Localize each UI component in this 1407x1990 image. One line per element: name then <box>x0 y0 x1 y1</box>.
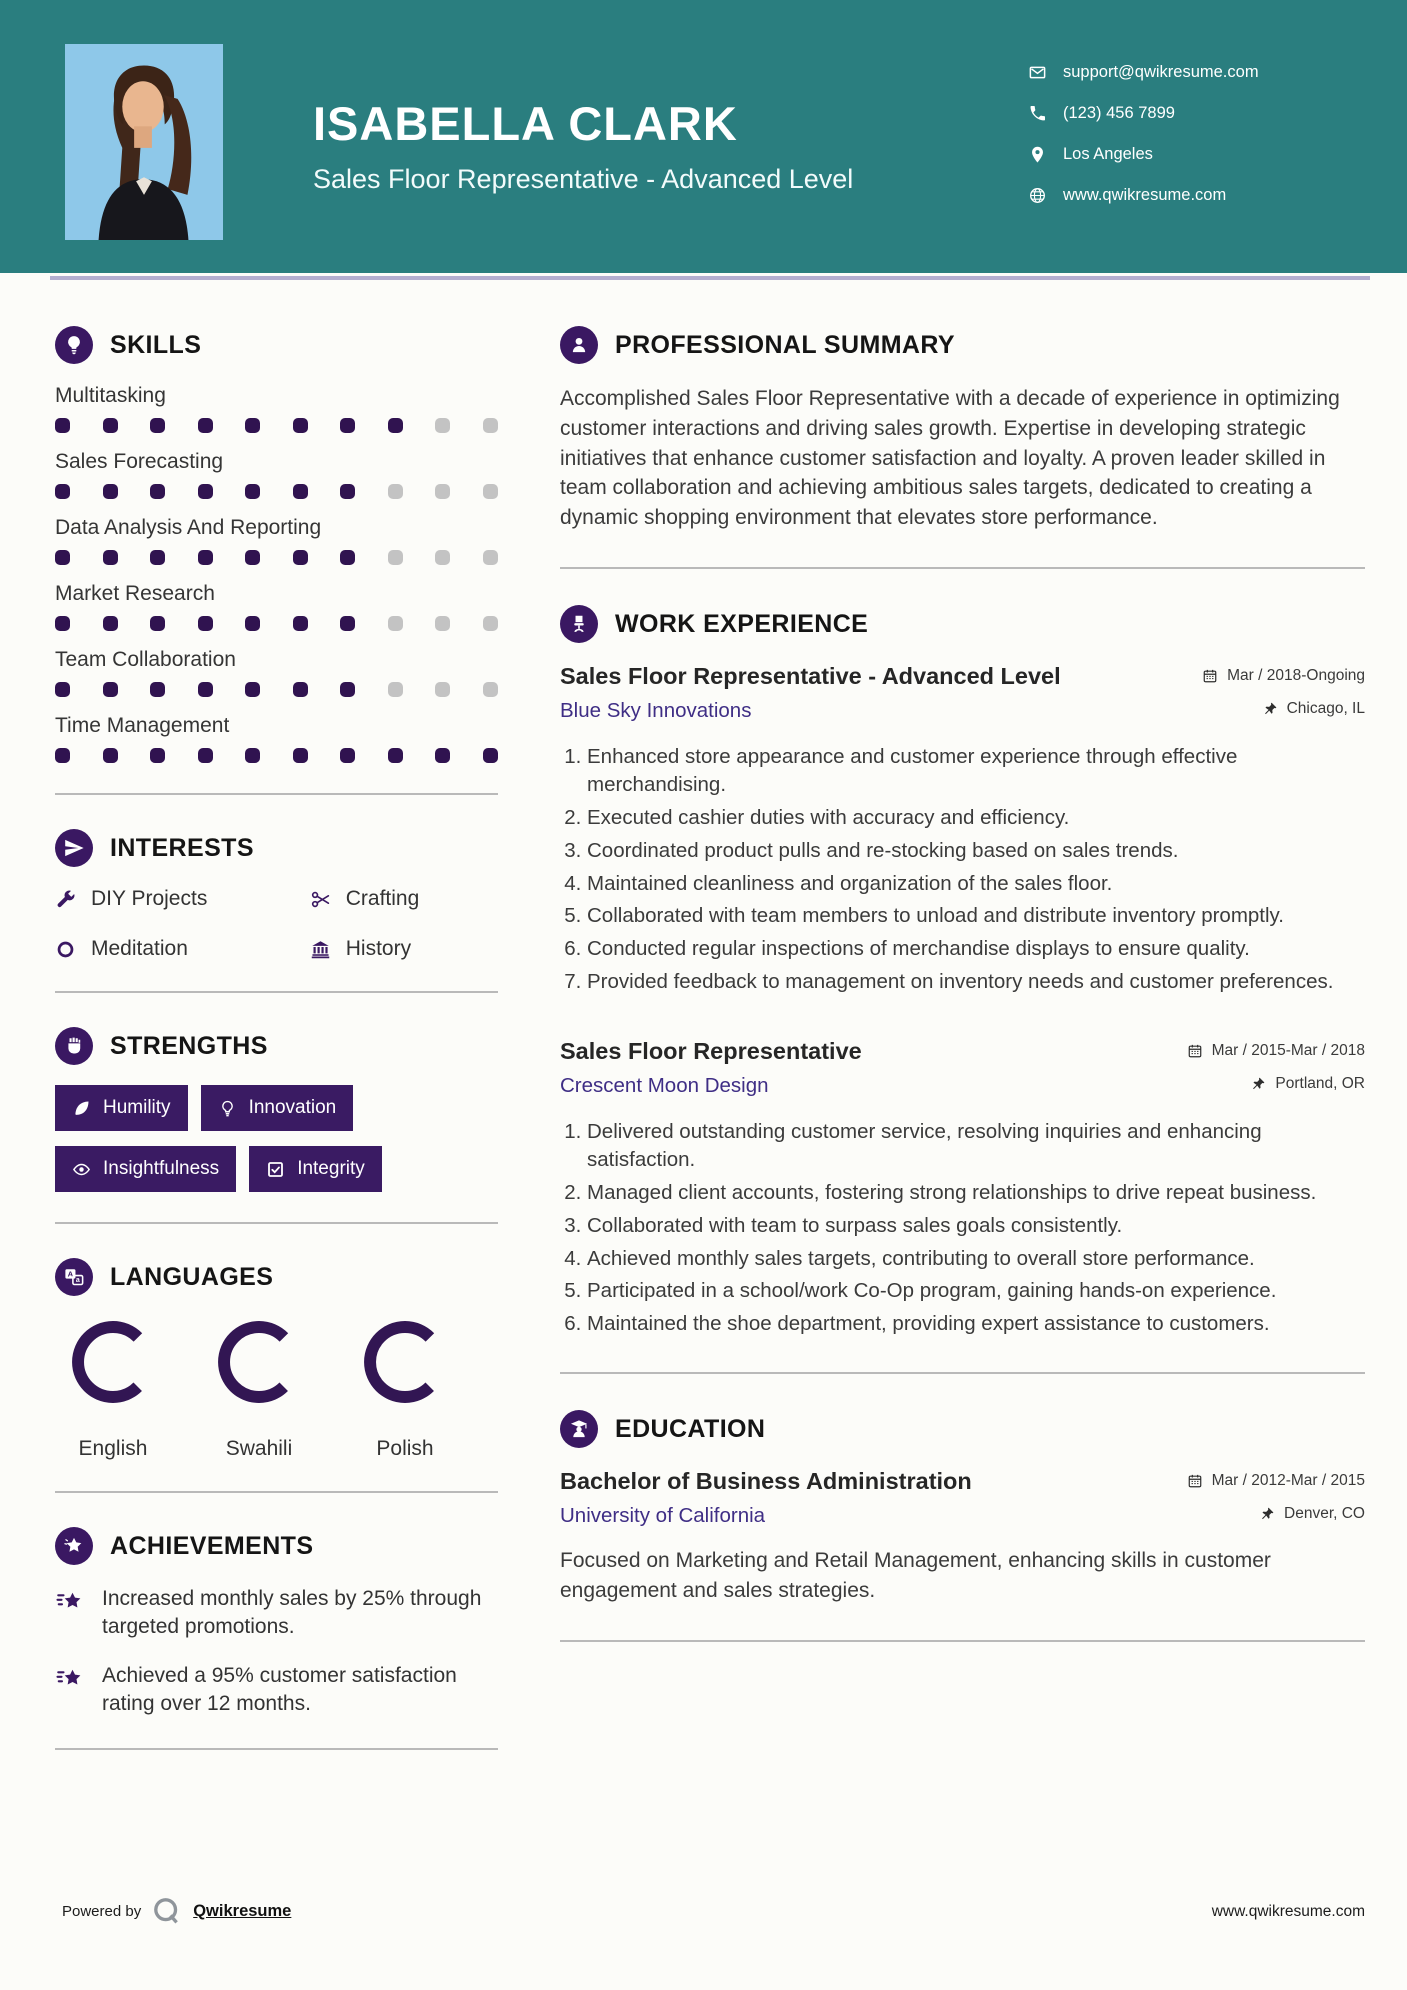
interests-heading: INTERESTS <box>110 833 254 862</box>
job-dates <box>1202 667 1365 685</box>
skill-dot-filled <box>103 484 118 499</box>
email-icon <box>1028 63 1047 82</box>
pushpin-icon <box>1262 701 1278 717</box>
skill-dot-filled <box>103 616 118 631</box>
skill-dot-filled <box>55 550 70 565</box>
skill-dot-filled <box>435 748 450 763</box>
wrench-icon <box>55 889 76 910</box>
skill-dot-filled <box>150 748 165 763</box>
translate-icon <box>55 1258 93 1296</box>
job-entry <box>560 663 1365 996</box>
skill-dot-filled <box>293 682 308 697</box>
interest-label: History <box>345 937 412 960</box>
skill-dot-filled <box>198 550 213 565</box>
job-bullet: 5. Participated in a school/work Co-Op program, gaining hands-on experience. <box>587 1277 1365 1305</box>
main-column <box>560 326 1365 1678</box>
skill-dot-empty <box>388 682 403 697</box>
svg-text:a: a <box>75 1277 80 1285</box>
skill-dot-filled <box>340 748 355 763</box>
check-square-icon <box>266 1160 285 1179</box>
pushpin-icon <box>1250 1076 1266 1092</box>
achievement-text: Increased monthly sales by 25% through targeted promotions. <box>102 1587 482 1639</box>
scissors-icon <box>310 889 331 910</box>
achievements-list <box>55 1585 498 1718</box>
job-dates-text: Mar / 2015-Mar / 2018 <box>1211 1042 1365 1060</box>
job-bullet: 1. Enhanced store appearance and customer experience through effective merchandising. <box>587 743 1365 799</box>
skills-header <box>55 326 498 364</box>
skill-dot-filled <box>245 484 260 499</box>
skill-dot-filled <box>340 616 355 631</box>
strength-label: Innovation <box>248 1097 337 1118</box>
skill-dot-filled <box>198 616 213 631</box>
header-divider <box>50 276 1370 280</box>
language-gauge <box>67 1316 159 1461</box>
powered-by-label: Powered by <box>62 1902 142 1920</box>
skill-dot-filled <box>55 616 70 631</box>
experience-header <box>560 605 1365 643</box>
star-badge-icon <box>55 1527 93 1565</box>
skill-label: Time Management <box>55 714 230 737</box>
graduate-icon <box>560 1410 598 1448</box>
svg-text:A: A <box>67 1269 74 1279</box>
strengths-heading: STRENGTHS <box>110 1031 268 1060</box>
skill-dot-empty <box>483 484 498 499</box>
contact-text[interactable]: www.qwikresume.com <box>1063 186 1227 204</box>
skill-dot-filled <box>150 682 165 697</box>
skill-dot-filled <box>198 418 213 433</box>
company-link[interactable]: Blue Sky Innovations <box>560 699 752 723</box>
contact-row <box>1028 175 1259 216</box>
skills-list <box>55 384 498 763</box>
contact-row <box>1028 93 1259 134</box>
skill-dot-filled <box>55 748 70 763</box>
summary-section <box>560 326 1365 533</box>
skill-dot-filled <box>483 748 498 763</box>
skill-dot-filled <box>198 484 213 499</box>
phone-icon <box>1028 104 1047 123</box>
languages-list <box>67 1316 498 1461</box>
sidebar-divider <box>55 793 498 795</box>
skill-label: Market Research <box>55 582 215 605</box>
job-bullet: 6. Maintained the shoe department, providing expert assistance to customers. <box>587 1310 1365 1338</box>
contact-text[interactable]: support@qwikresume.com <box>1063 63 1259 81</box>
job-dates <box>1187 1042 1365 1060</box>
skill-item <box>55 450 498 499</box>
contact-row <box>1028 134 1259 175</box>
summary-header <box>560 326 1365 364</box>
skill-dot-filled <box>340 418 355 433</box>
person-title: Sales Floor Representative - Advanced Level <box>313 164 854 194</box>
skill-dot-filled <box>340 550 355 565</box>
skills-section <box>55 326 498 763</box>
skill-dots <box>55 682 498 697</box>
strengths-list <box>55 1085 498 1192</box>
skill-item <box>55 582 498 631</box>
skill-dot-empty <box>435 682 450 697</box>
language-label: Swahili <box>225 1437 293 1460</box>
company-row <box>560 699 1365 723</box>
interest-item <box>310 887 498 911</box>
skill-dot-filled <box>55 418 70 433</box>
skill-dot-filled <box>198 682 213 697</box>
skill-dot-filled <box>150 550 165 565</box>
globe-icon <box>1028 186 1047 205</box>
job-location-text: Chicago, IL <box>1286 700 1365 718</box>
job-bullet: 2. Executed cashier duties with accuracy and efficiency. <box>587 804 1365 832</box>
job-entry <box>560 1038 1365 1338</box>
shooting-star-icon <box>55 1664 85 1694</box>
contact-text: (123) 456 7899 <box>1063 104 1175 122</box>
skill-dot-filled <box>245 748 260 763</box>
office-chair-icon <box>560 605 598 643</box>
interests-section <box>55 829 498 961</box>
achievements-section <box>55 1527 498 1718</box>
skill-dots <box>55 748 498 763</box>
pushpin-icon <box>1259 1506 1275 1522</box>
skill-dot-empty <box>483 550 498 565</box>
paper-plane-icon <box>55 829 93 867</box>
skill-label: Multitasking <box>55 384 166 407</box>
strength-badge <box>201 1085 354 1131</box>
strength-badge <box>249 1146 382 1192</box>
main-divider <box>560 567 1365 569</box>
job-bullet: 1. Delivered outstanding customer service, resolving inquiries and enhancing satisfaction. <box>587 1118 1365 1174</box>
skill-dot-filled <box>293 550 308 565</box>
skill-dot-filled <box>388 418 403 433</box>
eye-icon <box>72 1160 91 1179</box>
achievement-item <box>55 1585 498 1642</box>
skill-dot-filled <box>340 682 355 697</box>
skill-dot-empty <box>388 616 403 631</box>
strength-badge <box>55 1146 236 1192</box>
education-description: Focused on Marketing and Retail Management, enhancing skills in customer engagement and sales strategies. <box>560 1549 1271 1602</box>
interest-label: DIY Projects <box>91 887 208 910</box>
skill-item <box>55 648 498 697</box>
job-dates-text: Mar / 2018-Ongoing <box>1227 667 1365 685</box>
company-row <box>560 1074 1365 1098</box>
job-bullet: 4. Maintained cleanliness and organization of the sales floor. <box>587 870 1365 898</box>
language-gauge <box>213 1316 305 1461</box>
shooting-star-icon <box>55 1587 85 1617</box>
language-ring <box>213 1316 305 1413</box>
fist-icon <box>55 1027 93 1065</box>
job-bullet: 4. Achieved monthly sales targets, contributing to overall store performance. <box>587 1245 1365 1273</box>
job-bullet: 3. Collaborated with team to surpass sales goals consistently. <box>587 1212 1365 1240</box>
skill-dot-filled <box>103 418 118 433</box>
skill-dot-empty <box>435 484 450 499</box>
skill-dot-filled <box>293 748 308 763</box>
education-dates-text: Mar / 2012-Mar / 2015 <box>1211 1472 1365 1490</box>
skill-dot-filled <box>198 748 213 763</box>
skill-label: Data Analysis And Reporting <box>55 516 322 539</box>
job-bullet: 7. Provided feedback to management on inventory needs and customer preferences. <box>587 968 1365 996</box>
interest-item <box>55 887 300 911</box>
education-header <box>560 1410 1365 1448</box>
lightbulb-icon <box>55 326 93 364</box>
skill-dot-filled <box>55 484 70 499</box>
education-location-text: Denver, CO <box>1284 1505 1365 1523</box>
calendar-icon <box>1202 668 1218 684</box>
job-head <box>560 1038 1365 1065</box>
experience-heading: WORK EXPERIENCE <box>615 609 869 638</box>
education-section <box>560 1410 1365 1606</box>
museum-icon <box>310 939 331 960</box>
header <box>0 0 1407 273</box>
job-bullet: 2. Managed client accounts, fostering strong relationships to drive repeat business. <box>587 1179 1365 1207</box>
interest-label: Crafting <box>345 887 420 910</box>
job-location <box>1262 700 1365 718</box>
skill-label: Sales Forecasting <box>55 450 224 473</box>
education-dates <box>1187 1472 1365 1490</box>
job-bullet: 3. Coordinated product pulls and re-stocking based on sales trends. <box>587 837 1365 865</box>
sidebar-divider <box>55 1748 498 1750</box>
footer-left <box>62 1895 291 1927</box>
strengths-header <box>55 1027 498 1065</box>
calendar-icon <box>1187 1043 1203 1059</box>
education-heading: EDUCATION <box>615 1414 766 1443</box>
contact-text: Los Angeles <box>1063 145 1153 163</box>
sidebar-divider <box>55 1222 498 1224</box>
skill-dot-filled <box>293 484 308 499</box>
company-link[interactable]: Crescent Moon Design <box>560 1074 769 1098</box>
language-ring <box>67 1316 159 1413</box>
profile-photo-illustration <box>65 44 223 240</box>
strength-badge <box>55 1085 188 1131</box>
qwikresume-link[interactable]: Qwikresume <box>193 1901 292 1920</box>
skill-dot-empty <box>435 550 450 565</box>
skill-item <box>55 516 498 565</box>
skill-dot-empty <box>388 484 403 499</box>
job-bullet: 5. Collaborated with team members to unload and distribute inventory promptly. <box>587 902 1365 930</box>
summary-text: Accomplished Sales Floor Representative with a decade of experience in optimizing customer interactions and driving sales growth. Expertise in developing strategic initiatives that enhance customer satisfaction and loyalty. A proven leader skilled in team collaboration and achieving ambitious sales targets, dedicated to creating a dynamic shopping environment that elevates store performance. <box>560 387 1340 530</box>
ring-icon <box>55 939 76 960</box>
skill-dot-filled <box>103 682 118 697</box>
education-location <box>1259 1505 1365 1523</box>
job-location-text: Portland, OR <box>1275 1075 1365 1093</box>
interests-list <box>55 887 498 961</box>
person-icon <box>560 326 598 364</box>
skills-heading: SKILLS <box>110 330 202 359</box>
education-entry <box>560 1468 1365 1606</box>
skill-dot-empty <box>483 682 498 697</box>
calendar-icon <box>1187 1473 1203 1489</box>
location-icon <box>1028 145 1047 164</box>
main-divider <box>560 1372 1365 1374</box>
strengths-section <box>55 1027 498 1192</box>
achievements-header <box>55 1527 498 1565</box>
job-bullet: 6. Conducted regular inspections of merchandise displays to ensure quality. <box>587 935 1365 963</box>
achievement-item <box>55 1662 498 1719</box>
skill-dot-empty <box>483 418 498 433</box>
profile-photo <box>65 44 223 240</box>
skill-dot-filled <box>245 682 260 697</box>
skill-dot-filled <box>245 550 260 565</box>
language-gauge <box>359 1316 451 1461</box>
summary-heading: PROFESSIONAL SUMMARY <box>615 330 955 359</box>
skill-dot-empty <box>435 616 450 631</box>
achievements-heading: ACHIEVEMENTS <box>110 1531 314 1560</box>
skill-dot-filled <box>388 748 403 763</box>
skill-dots <box>55 616 498 631</box>
languages-header <box>55 1258 498 1296</box>
strength-label: Humility <box>103 1097 171 1118</box>
sidebar-divider <box>55 991 498 993</box>
strength-label: Integrity <box>297 1158 365 1179</box>
strength-label: Insightfulness <box>103 1158 220 1179</box>
job-bullet-list <box>560 1118 1365 1338</box>
skill-dot-filled <box>245 418 260 433</box>
interest-label: Meditation <box>91 937 188 960</box>
skill-dot-filled <box>340 484 355 499</box>
person-name: ISABELLA CLARK <box>313 97 738 150</box>
language-label: Polish <box>376 1437 434 1460</box>
skill-dot-empty <box>388 550 403 565</box>
job-title: Sales Floor Representative - Advanced Level <box>560 663 1061 690</box>
qwikresume-logo-icon <box>151 1895 183 1927</box>
contact-row <box>1028 52 1259 93</box>
contact-list <box>1028 52 1259 216</box>
job-title: Sales Floor Representative <box>560 1038 862 1065</box>
skill-dots <box>55 484 498 499</box>
sidebar <box>55 326 498 1784</box>
skill-dots <box>55 550 498 565</box>
job-head <box>560 663 1365 690</box>
identity-block <box>313 96 853 195</box>
main-divider <box>560 1640 1365 1642</box>
interests-header <box>55 829 498 867</box>
footer-url-link[interactable]: www.qwikresume.com <box>1211 1903 1365 1920</box>
bulb-icon <box>218 1099 237 1118</box>
skill-dot-filled <box>293 616 308 631</box>
interest-item <box>310 937 498 961</box>
skill-label: Team Collaboration <box>55 648 236 671</box>
jobs-list <box>560 663 1365 1338</box>
degree-title: Bachelor of Business Administration <box>560 1468 972 1495</box>
skill-dot-filled <box>150 616 165 631</box>
school-link[interactable]: University of California <box>560 1504 766 1528</box>
language-label: English <box>78 1437 148 1460</box>
skill-dot-filled <box>55 682 70 697</box>
language-ring <box>359 1316 451 1413</box>
experience-section <box>560 605 1365 1338</box>
skill-dot-filled <box>150 484 165 499</box>
skill-dot-empty <box>483 616 498 631</box>
skill-dot-empty <box>435 418 450 433</box>
sidebar-divider <box>55 1491 498 1493</box>
job-bullet-list <box>560 743 1365 996</box>
interest-item <box>55 937 300 961</box>
achievement-text: Achieved a 95% customer satisfaction rating over 12 months. <box>102 1663 457 1716</box>
skill-dot-filled <box>150 418 165 433</box>
skill-dots <box>55 418 498 433</box>
skill-dot-filled <box>103 550 118 565</box>
skill-dot-filled <box>245 616 260 631</box>
leaf-icon <box>72 1099 91 1118</box>
skill-item <box>55 714 498 763</box>
languages-section <box>55 1258 498 1461</box>
job-location <box>1250 1075 1365 1093</box>
skill-item <box>55 384 498 433</box>
skill-dot-filled <box>293 418 308 433</box>
skill-dot-filled <box>103 748 118 763</box>
languages-heading: LANGUAGES <box>110 1262 274 1291</box>
